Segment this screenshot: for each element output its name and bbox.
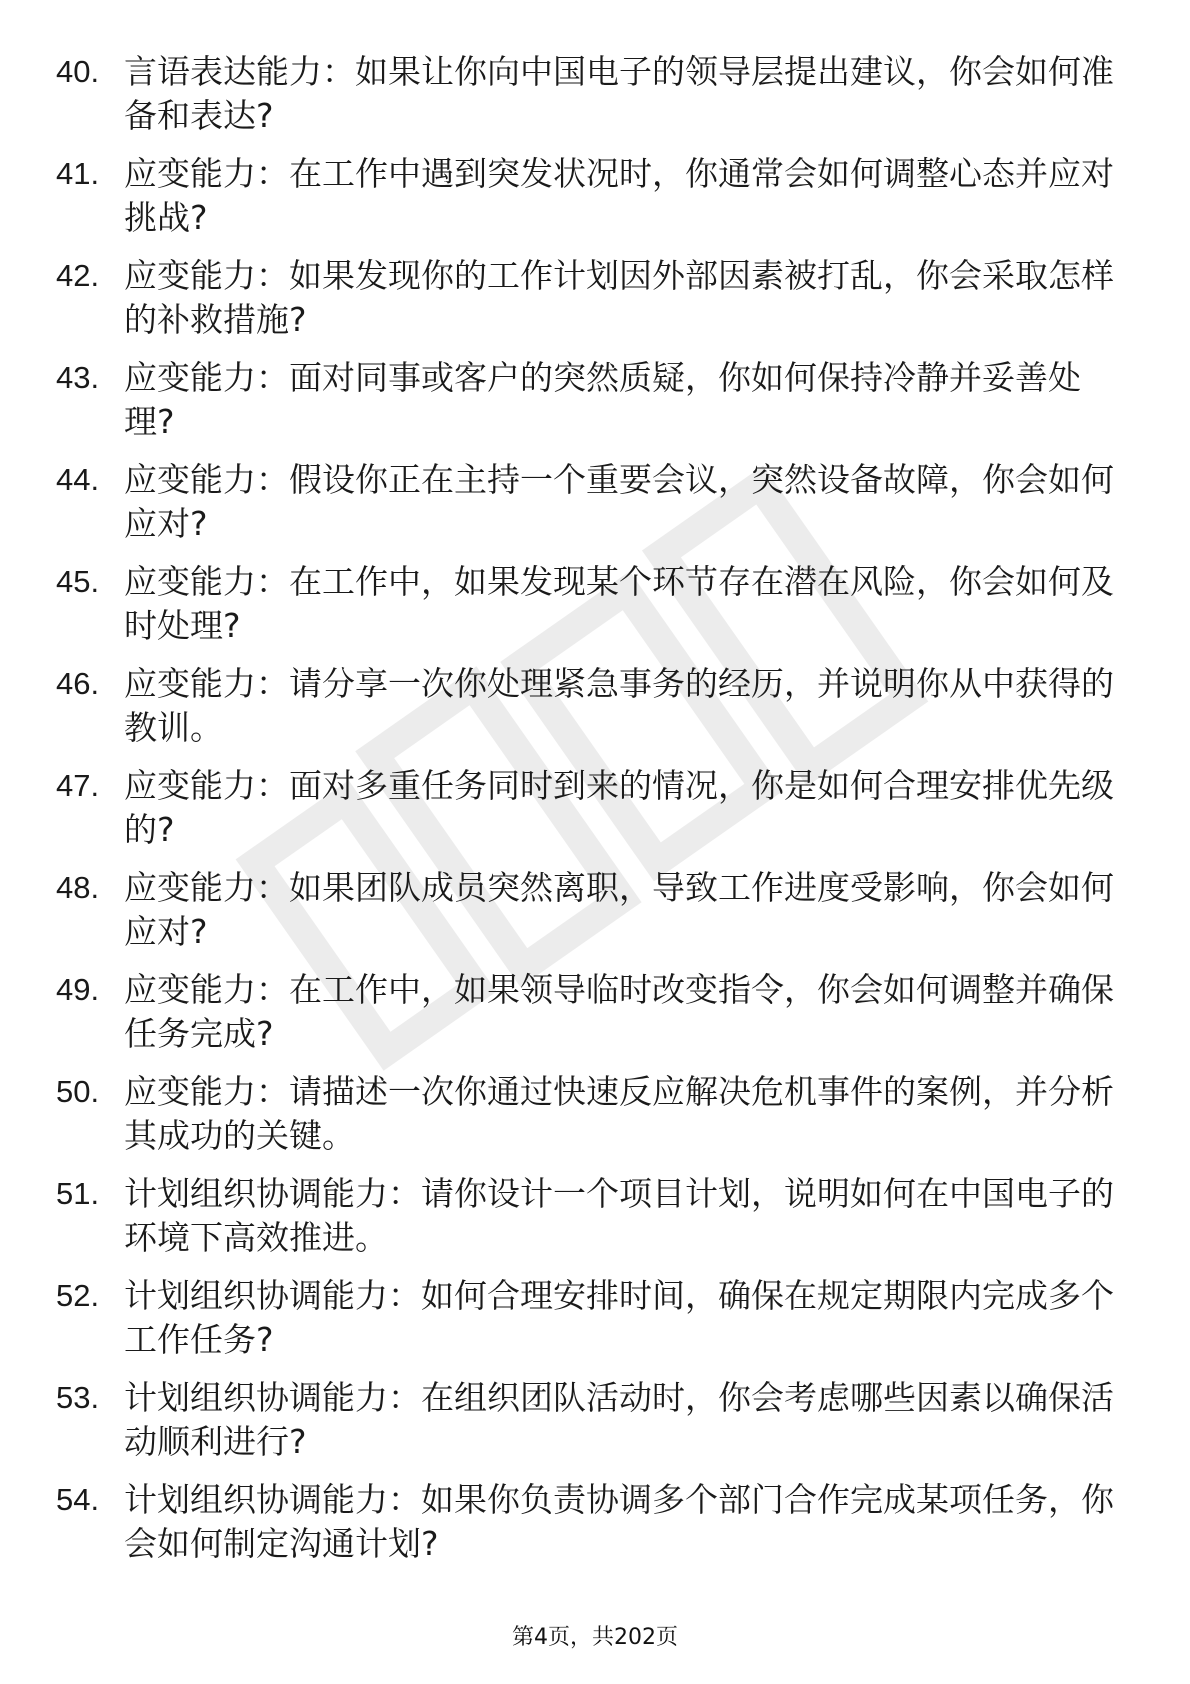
question-number: 44. (56, 462, 100, 497)
question-item (56, 560, 1116, 648)
question-text: 计划组织协调能力：如何合理安排时间，确保在规定期限内完成多个工作任务? (124, 1276, 1114, 1359)
question-item (56, 1172, 1116, 1260)
question-number: 50. (56, 1074, 100, 1109)
question-number: 54. (56, 1482, 100, 1517)
question-text: 应变能力：如果团队成员突然离职，导致工作进度受影响，你会如何应对? (124, 868, 1114, 951)
question-text: 应变能力：如果发现你的工作计划因外部因素被打乱，你会采取怎样的补救措施? (124, 256, 1114, 339)
question-number: 45. (56, 564, 100, 599)
question-text: 应变能力：在工作中遇到突发状况时，你通常会如何调整心态并应对挑战? (124, 154, 1114, 237)
question-number: 43. (56, 360, 100, 395)
page-footer (0, 1620, 1190, 1651)
question-text: 计划组织协调能力：请你设计一个项目计划，说明如何在中国电子的环境下高效推进。 (124, 1174, 1114, 1257)
question-text: 应变能力：在工作中，如果发现某个环节存在潜在风险，你会如何及时处理? (124, 562, 1114, 645)
question-number: 51. (56, 1176, 100, 1211)
question-item (56, 1070, 1116, 1158)
question-text: 应变能力：面对同事或客户的突然质疑，你如何保持冷静并妥善处理? (124, 358, 1081, 441)
question-text: 应变能力：请描述一次你通过快速反应解决危机事件的案例，并分析其成功的关键。 (124, 1072, 1114, 1155)
question-text: 言语表达能力：如果让你向中国电子的领导层提出建议，你会如何准备和表达? (124, 52, 1114, 135)
question-number: 49. (56, 972, 100, 1007)
question-item (56, 1274, 1116, 1362)
question-number: 52. (56, 1278, 100, 1313)
question-text: 应变能力：面对多重任务同时到来的情况，你是如何合理安排优先级的? (124, 766, 1114, 849)
question-number: 46. (56, 666, 100, 701)
question-list (56, 50, 1116, 1580)
question-number: 40. (56, 54, 100, 89)
question-item (56, 1376, 1116, 1464)
question-number: 53. (56, 1380, 100, 1415)
page-number-label: 第4页，共202页 (512, 1625, 678, 1650)
question-item (56, 356, 1116, 444)
question-number: 48. (56, 870, 100, 905)
question-item (56, 254, 1116, 342)
question-item (56, 662, 1116, 750)
question-number: 47. (56, 768, 100, 803)
question-item (56, 968, 1116, 1056)
question-item (56, 50, 1116, 138)
question-text: 应变能力：假设你正在主持一个重要会议，突然设备故障，你会如何应对? (124, 460, 1114, 543)
question-text: 应变能力：在工作中，如果领导临时改变指令，你会如何调整并确保任务完成? (124, 970, 1114, 1053)
question-item (56, 152, 1116, 240)
question-item (56, 764, 1116, 852)
question-text: 计划组织协调能力：如果你负责协调多个部门合作完成某项任务，你会如何制定沟通计划? (124, 1480, 1114, 1563)
question-item (56, 458, 1116, 546)
question-item (56, 866, 1116, 954)
question-item (56, 1478, 1116, 1566)
question-text: 应变能力：请分享一次你处理紧急事务的经历，并说明你从中获得的教训。 (124, 664, 1114, 747)
question-number: 42. (56, 258, 100, 293)
question-number: 41. (56, 156, 100, 191)
question-text: 计划组织协调能力：在组织团队活动时，你会考虑哪些因素以确保活动顺利进行? (124, 1378, 1114, 1461)
